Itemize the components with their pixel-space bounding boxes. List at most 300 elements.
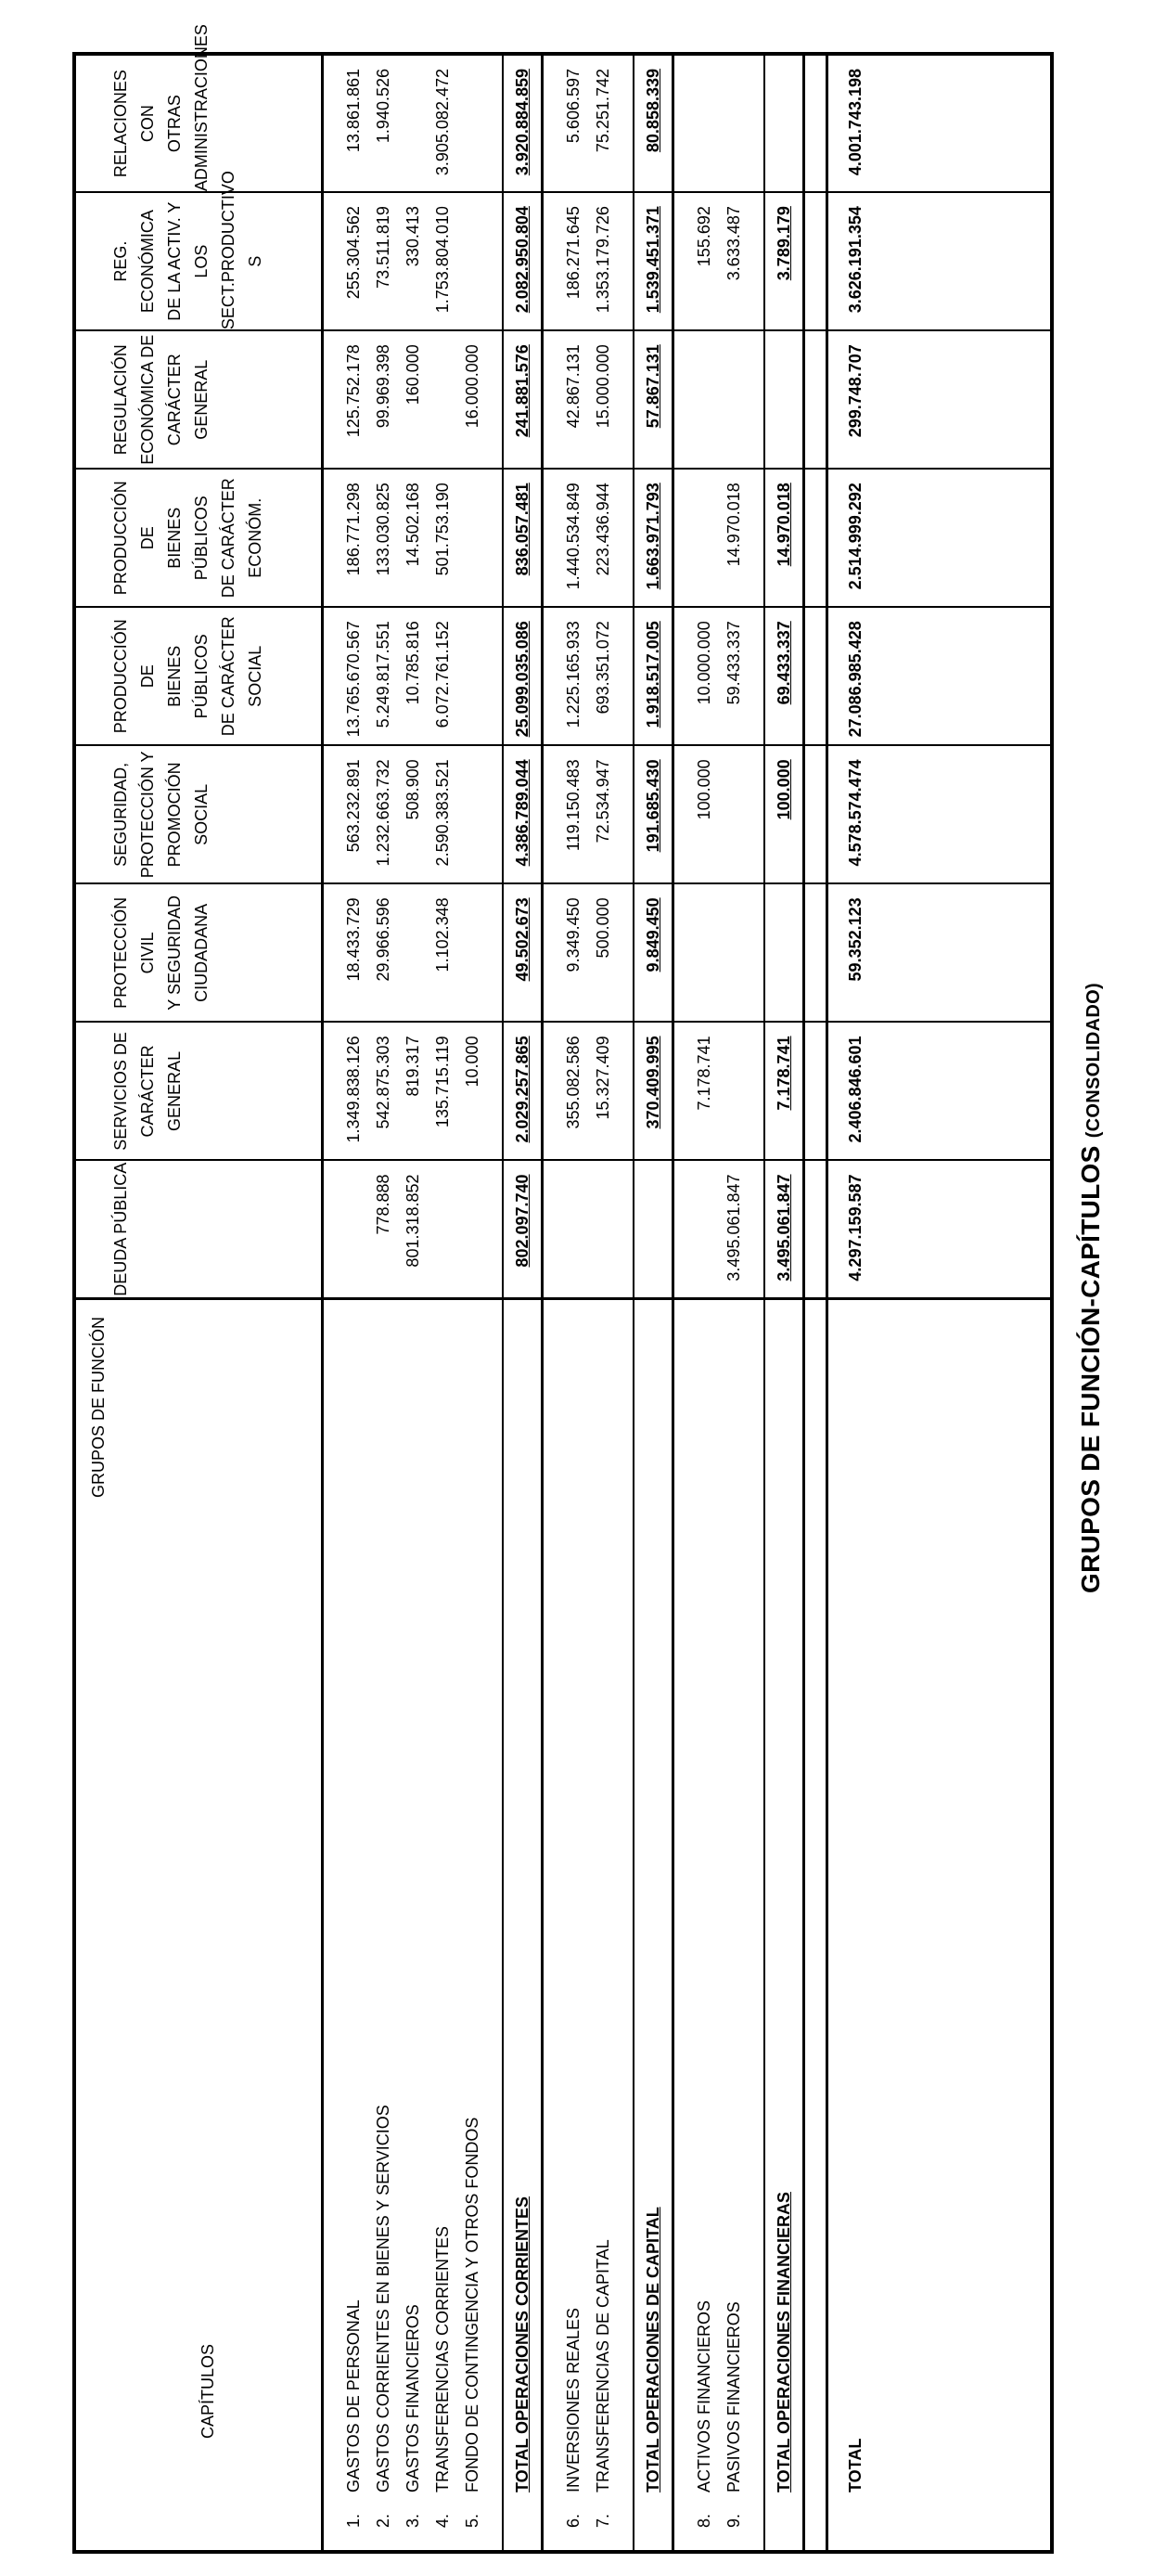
value-cell: 3.905.082.472 — [428, 54, 457, 192]
value-cell — [719, 1022, 749, 1160]
column-header-line: SEGURIDAD, — [111, 762, 130, 867]
value-cell: 255.304.562 — [339, 192, 368, 330]
value-cell: 10.000.000 — [689, 607, 719, 745]
value-cell: 1.353.179.726 — [588, 192, 618, 330]
table-row — [719, 54, 749, 2552]
row-number: 8. — [695, 2513, 713, 2528]
total-value: 802.097.740 — [513, 1174, 532, 1268]
grand-total-label: TOTAL — [827, 1299, 883, 2553]
value-cell: 500.000 — [588, 883, 618, 1022]
row-label — [588, 1299, 618, 2553]
value-cell: 27.086.985.428 — [827, 607, 883, 745]
spacer-cell — [618, 607, 634, 745]
column-header-line: CIUDADANA — [192, 903, 211, 1002]
spacer-cell — [618, 192, 634, 330]
column-header-5 — [74, 607, 323, 745]
spacer-row — [804, 54, 827, 2552]
column-header-line: GENERAL — [192, 359, 211, 440]
table-row — [588, 54, 618, 2552]
total-row — [634, 54, 673, 2552]
value-cell — [764, 883, 804, 1022]
spacer-cell — [882, 1299, 1052, 2553]
row-label — [558, 1299, 588, 2553]
spacer-cell — [749, 1160, 764, 1298]
spacer-cell — [618, 745, 634, 883]
column-header-line: PROTECCIÓN Y — [138, 751, 157, 879]
spacer-cell — [323, 54, 340, 192]
value-cell: 1.440.534.849 — [558, 469, 588, 607]
value-cell: 4.001.743.198 — [827, 54, 883, 192]
value-cell — [339, 1160, 368, 1298]
total-value: 2.029.257.865 — [513, 1036, 532, 1143]
spacer-cell — [487, 1022, 503, 1160]
value-cell: 10.785.816 — [398, 607, 428, 745]
row-label — [428, 1299, 457, 2553]
value-cell — [588, 1160, 618, 1298]
value-cell: 223.436.944 — [588, 469, 618, 607]
row-number: 7. — [594, 2513, 612, 2528]
grand-total-row — [827, 54, 883, 2552]
value-cell: 135.715.119 — [428, 1022, 457, 1160]
value-cell: 133.030.825 — [368, 469, 398, 607]
total-value: 1.918.517.005 — [644, 621, 662, 728]
value-cell: 73.511.819 — [368, 192, 398, 330]
value-cell — [503, 1022, 543, 1160]
value-cell: 299.748.707 — [827, 330, 883, 469]
value-cell — [457, 1160, 487, 1298]
spacer-cell — [323, 1299, 340, 2553]
total-label: TOTAL OPERACIONES FINANCIERAS — [764, 1299, 804, 2553]
spacer-cell — [323, 745, 340, 883]
total-value: 2.082.950.804 — [513, 206, 532, 314]
column-header-line: Y SEGURIDAD — [165, 895, 184, 1011]
value-cell — [503, 1160, 543, 1298]
spacer-cell — [543, 330, 559, 469]
value-cell — [764, 192, 804, 330]
total-value: 836.057.481 — [513, 483, 532, 576]
value-cell: 75.251.742 — [588, 54, 618, 192]
spacer-cell — [543, 1299, 559, 2553]
total-label: TOTAL OPERACIONES DE CAPITAL — [634, 1299, 673, 2553]
value-cell: 10.000 — [457, 1022, 487, 1160]
value-cell: 2.590.383.521 — [428, 745, 457, 883]
total-value: 49.502.673 — [513, 897, 532, 982]
spacer-row — [618, 54, 634, 2552]
value-cell — [634, 1022, 673, 1160]
value-cell — [503, 192, 543, 330]
spacer-row — [882, 54, 1052, 2552]
spacer-cell — [804, 745, 827, 883]
value-cell — [503, 469, 543, 607]
value-cell: 14.970.018 — [719, 469, 749, 607]
total-row — [503, 54, 543, 2552]
value-cell — [764, 745, 804, 883]
budget-table — [72, 24, 1054, 2554]
value-cell — [503, 745, 543, 883]
total-value: 9.849.450 — [644, 897, 662, 972]
spacer-cell — [804, 1299, 827, 2553]
value-cell — [457, 883, 487, 1022]
value-cell — [398, 883, 428, 1022]
value-cell — [764, 330, 804, 469]
spacer-cell — [323, 469, 340, 607]
value-cell — [634, 469, 673, 607]
value-cell: 693.351.072 — [588, 607, 618, 745]
column-header-line: S — [246, 255, 264, 267]
total-value: 3.920.884.859 — [513, 69, 532, 176]
spacer-cell — [749, 192, 764, 330]
column-header-line: REG. ECONÓMICA — [111, 210, 157, 314]
value-cell: 1.225.165.933 — [558, 607, 588, 745]
spacer-cell — [673, 883, 690, 1022]
spacer-cell — [618, 54, 634, 192]
corner-cell — [74, 1299, 323, 2553]
column-header-line: CARÁCTER — [165, 354, 184, 446]
spacer-cell — [543, 1160, 559, 1298]
column-header-line: DEUDA PÚBLICA — [111, 1162, 130, 1296]
value-cell — [503, 607, 543, 745]
value-cell: 2.514.999.292 — [827, 469, 883, 607]
spacer-cell — [673, 330, 690, 469]
value-cell: 1.349.838.126 — [339, 1022, 368, 1160]
total-value: 7.178.741 — [775, 1036, 793, 1111]
value-cell: 3.626.191.354 — [827, 192, 883, 330]
value-cell — [634, 1160, 673, 1298]
value-cell: 29.966.596 — [368, 883, 398, 1022]
spacer-row — [673, 54, 690, 2552]
value-cell — [634, 745, 673, 883]
value-cell — [634, 883, 673, 1022]
spacer-cell — [804, 469, 827, 607]
spacer-cell — [487, 745, 503, 883]
value-cell: 186.271.645 — [558, 192, 588, 330]
value-cell: 14.502.168 — [398, 469, 428, 607]
value-cell — [764, 607, 804, 745]
total-value: 100.000 — [775, 759, 793, 820]
spacer-cell — [487, 1160, 503, 1298]
spacer-cell — [543, 54, 559, 192]
table-row — [558, 54, 588, 2552]
spacer-cell — [804, 883, 827, 1022]
spacer-cell — [882, 1022, 1052, 1160]
value-cell — [719, 883, 749, 1022]
spacer-cell — [749, 469, 764, 607]
corner-bottom-label: CAPÍTULOS — [199, 2343, 217, 2439]
spacer-cell — [749, 1022, 764, 1160]
value-cell — [503, 330, 543, 469]
value-cell — [719, 745, 749, 883]
spacer-cell — [487, 607, 503, 745]
table-row — [368, 54, 398, 2552]
spacer-cell — [804, 1022, 827, 1160]
value-cell: 355.082.586 — [558, 1022, 588, 1160]
column-header-line: PROMOCIÓN — [165, 762, 184, 868]
column-header-line: PRODUCCIÓN DE — [111, 481, 157, 596]
value-cell: 819.317 — [398, 1022, 428, 1160]
total-value: 69.433.337 — [775, 621, 793, 705]
total-value: 1.663.971.793 — [644, 483, 662, 590]
row-label — [339, 1299, 368, 2553]
spacer-cell — [487, 330, 503, 469]
column-header-line: SERVICIOS DE — [111, 1032, 130, 1151]
spacer-cell — [618, 330, 634, 469]
value-cell: 18.433.729 — [339, 883, 368, 1022]
value-cell: 778.888 — [368, 1160, 398, 1298]
value-cell — [764, 469, 804, 607]
spacer-cell — [487, 469, 503, 607]
spacer-cell — [882, 54, 1052, 192]
total-value: 3.495.061.847 — [775, 1174, 793, 1282]
column-header-6 — [74, 469, 323, 607]
spacer-cell — [804, 330, 827, 469]
total-value: 57.867.131 — [644, 344, 662, 429]
spacer-cell — [673, 1160, 690, 1298]
spacer-row — [749, 54, 764, 2552]
value-cell — [558, 1160, 588, 1298]
row-number: 1. — [344, 2513, 363, 2528]
page-title — [1076, 0, 1106, 2576]
value-cell: 7.178.741 — [689, 1022, 719, 1160]
column-header-line: PRODUCCIÓN DE — [111, 619, 157, 734]
spacer-cell — [673, 1022, 690, 1160]
spacer-cell — [673, 192, 690, 330]
total-value: 14.970.018 — [775, 483, 793, 567]
column-header-2 — [74, 1022, 323, 1160]
value-cell — [764, 1022, 804, 1160]
spacer-row — [487, 54, 503, 2552]
spacer-cell — [323, 1022, 340, 1160]
spacer-cell — [882, 883, 1052, 1022]
value-cell: 155.692 — [689, 192, 719, 330]
row-label-text: PASIVOS FINANCIEROS — [724, 2301, 743, 2492]
value-cell: 100.000 — [689, 745, 719, 883]
title-sub: (CONSOLIDADO) — [1083, 983, 1104, 1139]
value-cell: 186.771.298 — [339, 469, 368, 607]
spacer-row — [543, 54, 559, 2552]
value-cell: 801.318.852 — [398, 1160, 428, 1298]
column-header-line: BIENES PÚBLICOS — [165, 634, 211, 719]
value-cell — [634, 607, 673, 745]
value-cell: 99.969.398 — [368, 330, 398, 469]
value-cell: 1.753.804.010 — [428, 192, 457, 330]
value-cell: 160.000 — [398, 330, 428, 469]
table-row — [457, 54, 487, 2552]
column-header-line: OTRAS — [165, 95, 184, 153]
row-number: 3. — [404, 2513, 422, 2528]
value-cell — [457, 469, 487, 607]
value-cell — [689, 883, 719, 1022]
value-cell — [689, 1160, 719, 1298]
value-cell: 15.327.409 — [588, 1022, 618, 1160]
column-header-line: GENERAL — [165, 1050, 184, 1131]
total-row — [764, 54, 804, 2552]
column-header-line: ECONÓM. — [246, 497, 264, 578]
value-cell: 4.578.574.474 — [827, 745, 883, 883]
spacer-cell — [882, 469, 1052, 607]
row-number: 9. — [724, 2513, 743, 2528]
spacer-cell — [749, 607, 764, 745]
value-cell — [634, 192, 673, 330]
row-label-text: ACTIVOS FINANCIEROS — [695, 2299, 713, 2492]
spacer-cell — [487, 1299, 503, 2553]
row-label — [398, 1299, 428, 2553]
row-label — [368, 1299, 398, 2553]
value-cell: 13.861.861 — [339, 54, 368, 192]
column-header-line: RELACIONES CON — [111, 70, 157, 178]
spacer-cell — [487, 883, 503, 1022]
value-cell — [719, 330, 749, 469]
value-cell — [428, 1160, 457, 1298]
spacer-cell — [487, 54, 503, 192]
spacer-cell — [882, 607, 1052, 745]
value-cell — [398, 54, 428, 192]
value-cell: 4.297.159.587 — [827, 1160, 883, 1298]
value-cell: 59.433.337 — [719, 607, 749, 745]
spacer-cell — [749, 330, 764, 469]
total-value: 80.858.339 — [644, 69, 662, 153]
value-cell: 5.249.817.551 — [368, 607, 398, 745]
value-cell — [689, 469, 719, 607]
spacer-cell — [543, 469, 559, 607]
total-value: 3.789.179 — [775, 206, 793, 281]
row-number: 4. — [433, 2513, 452, 2528]
value-cell: 1.940.526 — [368, 54, 398, 192]
spacer-cell — [323, 607, 340, 745]
value-cell — [457, 192, 487, 330]
column-header-9 — [74, 24, 323, 192]
row-number: 2. — [374, 2513, 392, 2528]
column-header-line: DE LA ACTIV. Y LOS — [165, 201, 211, 321]
row-label — [689, 1299, 719, 2553]
table-row — [398, 54, 428, 2552]
column-header-line: SOCIAL — [246, 645, 264, 707]
spacer-cell — [804, 1160, 827, 1298]
spacer-cell — [882, 192, 1052, 330]
total-value: 25.099.035.086 — [513, 621, 532, 738]
spacer-cell — [749, 1299, 764, 2553]
column-header-line: DE CARÁCTER — [219, 478, 237, 599]
value-cell: 508.900 — [398, 745, 428, 883]
column-header-line: SOCIAL — [192, 783, 211, 845]
column-header-7 — [74, 330, 323, 469]
column-header-line: ECONÓMICA DE — [138, 334, 157, 465]
row-number: 6. — [564, 2513, 583, 2528]
value-cell: 42.867.131 — [558, 330, 588, 469]
value-cell: 72.534.947 — [588, 745, 618, 883]
spacer-cell — [673, 607, 690, 745]
spacer-cell — [804, 54, 827, 192]
corner-top-label: GRUPOS DE FUNCIÓN — [89, 1317, 108, 1499]
value-cell — [719, 54, 749, 192]
value-cell — [503, 54, 543, 192]
value-cell — [457, 607, 487, 745]
value-cell: 542.875.303 — [368, 1022, 398, 1160]
row-label — [457, 1299, 487, 2553]
row-label-text: GASTOS CORRIENTES EN BIENES Y SERVICIOS — [374, 2105, 392, 2492]
value-cell — [457, 54, 487, 192]
spacer-cell — [749, 745, 764, 883]
column-header-3 — [74, 883, 323, 1022]
spacer-cell — [323, 883, 340, 1022]
spacer-row — [323, 54, 340, 2552]
row-label — [719, 1299, 749, 2553]
total-value: 241.881.576 — [513, 344, 532, 438]
spacer-cell — [749, 54, 764, 192]
spacer-cell — [673, 745, 690, 883]
total-value: 370.409.995 — [644, 1036, 662, 1129]
value-cell: 563.232.891 — [339, 745, 368, 883]
column-header-line: DE CARÁCTER — [219, 616, 237, 737]
row-label-text: GASTOS FINANCIEROS — [404, 2304, 422, 2492]
row-label-text: TRANSFERENCIAS DE CAPITAL — [594, 2239, 612, 2492]
spacer-cell — [882, 745, 1052, 883]
spacer-cell — [323, 192, 340, 330]
column-header-line: BIENES PÚBLICOS — [165, 496, 211, 581]
value-cell: 13.765.670.567 — [339, 607, 368, 745]
spacer-cell — [618, 1160, 634, 1298]
column-header-line: SECT.PRODUCTIVO — [219, 171, 237, 330]
total-value: 1.539.451.371 — [644, 206, 662, 314]
table-row — [428, 54, 457, 2552]
spacer-cell — [673, 1299, 690, 2553]
spacer-cell — [323, 330, 340, 469]
row-number: 5. — [463, 2513, 481, 2528]
value-cell — [764, 1160, 804, 1298]
spacer-cell — [882, 330, 1052, 469]
value-cell: 59.352.123 — [827, 883, 883, 1022]
title-main: GRUPOS DE FUNCIÓN-CAPÍTULOS — [1076, 1145, 1105, 1593]
value-cell: 119.150.483 — [558, 745, 588, 883]
table-row — [339, 54, 368, 2552]
table-row — [689, 54, 719, 2552]
spacer-cell — [543, 1022, 559, 1160]
spacer-cell — [323, 1160, 340, 1298]
value-cell: 15.000.000 — [588, 330, 618, 469]
spacer-cell — [487, 192, 503, 330]
value-cell: 16.000.000 — [457, 330, 487, 469]
spacer-cell — [804, 192, 827, 330]
value-cell — [634, 54, 673, 192]
total-label: TOTAL OPERACIONES CORRIENTES — [503, 1299, 543, 2553]
spacer-cell — [543, 607, 559, 745]
column-header-line: ADMINISTRACIONES — [192, 24, 211, 192]
spacer-cell — [618, 1299, 634, 2553]
column-header-line: PROTECCIÓN CIVIL — [111, 896, 157, 1009]
spacer-cell — [543, 883, 559, 1022]
row-label-text: FONDO DE CONTINGENCIA Y OTROS FONDOS — [463, 2117, 481, 2492]
spacer-cell — [618, 883, 634, 1022]
value-cell: 1.102.348 — [428, 883, 457, 1022]
spacer-cell — [673, 54, 690, 192]
spacer-cell — [882, 1160, 1052, 1298]
header-row — [74, 54, 323, 2552]
column-header-line: REGULACIÓN — [111, 344, 130, 456]
value-cell: 5.606.597 — [558, 54, 588, 192]
column-header-1 — [74, 1160, 323, 1298]
value-cell — [689, 330, 719, 469]
row-label-text: INVERSIONES REALES — [564, 2307, 583, 2492]
value-cell: 2.406.846.601 — [827, 1022, 883, 1160]
value-cell — [634, 330, 673, 469]
value-cell: 1.232.663.732 — [368, 745, 398, 883]
spacer-cell — [618, 469, 634, 607]
row-label-text: TRANSFERENCIAS CORRIENTES — [433, 2225, 452, 2492]
value-cell: 330.413 — [398, 192, 428, 330]
value-cell — [764, 54, 804, 192]
spacer-cell — [804, 607, 827, 745]
value-cell: 9.349.450 — [558, 883, 588, 1022]
value-cell: 3.495.061.847 — [719, 1160, 749, 1298]
